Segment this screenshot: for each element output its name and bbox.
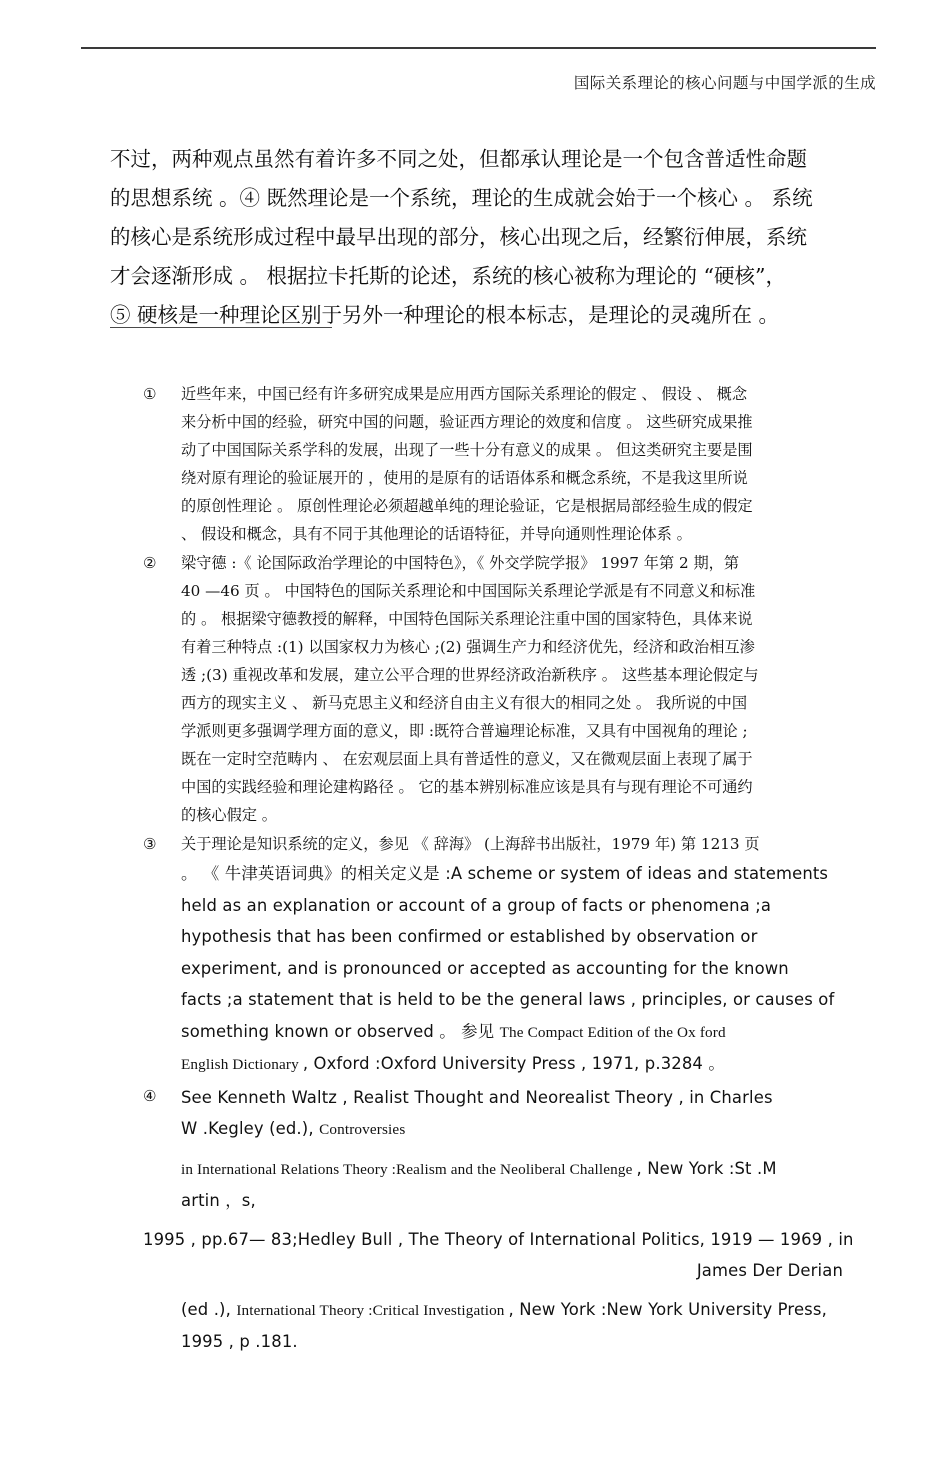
footnote-line-mixed: [181, 1048, 843, 1081]
footnote-marker: ②: [143, 554, 157, 572]
spacer: [181, 1287, 843, 1294]
footnote-body: [181, 549, 843, 829]
footnote-segment-sans: (ed .),: [181, 1299, 237, 1319]
spacer: [181, 1146, 843, 1153]
footnote-line-mixed: [181, 1113, 843, 1146]
footnote-line: 的 。 根据梁守德教授的解释，中国特色国际关系理论注重中国的国家特色，具体来说: [181, 610, 753, 628]
spacer: [181, 1217, 843, 1224]
footnote-item-1: [143, 380, 843, 548]
footnote-list: [143, 380, 854, 1359]
footnote-line: 学派则更多强调学理方面的意义，即 :既符合普遍理论标准，又具有中国视角的理论 ;: [181, 722, 748, 740]
footnote-line: 透 ;(3) 重视改革和发展，建立公平合理的世界经济政治新秩序 。 这些基本理论假定与: [181, 666, 759, 684]
body-line: 才会逐渐形成 。 根据拉卡托斯的论述，系统的核心被称为理论的 “硬核”，: [110, 264, 787, 288]
body-line: 不过，两种观点虽然有着许多不同之处，但都承认理论是一个包含普适性命题: [110, 147, 807, 171]
footnote-line: 有着三种特点 :(1) 以国家权力为核心 ;(2) 强调生产力和经济优先，经济和政治相互渗: [181, 638, 755, 656]
footnote-item-3: [143, 830, 843, 1081]
footnote-item-4: [143, 1082, 854, 1358]
footnote-line: 既在一定时空范畴内 、 在宏观层面上具有普适性的意义，又在微观层面上表现了属于: [181, 750, 753, 768]
footnote-line: 西方的现实主义 、 新马克思主义和经济自由主义有很大的相同之处 。 我所说的中国: [181, 694, 748, 712]
footnote-body: [143, 1082, 854, 1358]
footnote-segment-serif: Controversies: [319, 1121, 406, 1138]
footnote-segment-sans: W .Kegley (ed.),: [181, 1119, 320, 1138]
footnote-marker: ④: [143, 1086, 157, 1105]
footnote-line: 的原创性理论 。 原创性理论必须超越单纯的理论验证，它是根据局部经验生成的假定: [181, 497, 753, 515]
footnote-line: 1995 , p .181.: [181, 1332, 298, 1351]
footnote-line-mixed: [181, 1153, 843, 1186]
footnote-segment-sans: , Oxford :Oxford University Press , 1971, p.3284 。: [302, 1054, 725, 1073]
footnote-line: 40 —46 页 。 中国特色的国际关系理论和中国国际关系理论学派是有不同意义和标准: [181, 582, 756, 600]
footnote-segment-serif: The Compact Edition of the Ox ford: [499, 1023, 726, 1041]
footnote-separator-rule: [110, 327, 332, 328]
footnote-line-mixed: [181, 1016, 843, 1049]
footnote-line: 中国的实践经验和理论建构路径 。 它的基本辨别标准应该是具有与现有理论不可通约: [181, 778, 753, 796]
footnote-line: 1995 , pp.67— 83;Hedley Bull , The Theory of International Politics, 1919 — 1969 , in: [143, 1229, 854, 1249]
main-paragraph: [110, 140, 842, 335]
footnote-line: 、 假设和概念，具有不同于其他理论的话语特征，并导向通则性理论体系 。: [181, 525, 692, 543]
footnote-line: 。 《 牛津英语词典》的相关定义是 :A scheme or system of ideas and statements: [181, 864, 829, 883]
footnote-line: 的核心假定 。: [181, 806, 277, 824]
footnote-item-2: [143, 549, 843, 829]
footnote-segment-sans: , New York :New York University Press,: [508, 1299, 827, 1319]
footnote-line: James Der Derian: [696, 1261, 843, 1280]
footnote-line: 绕对原有理论的验证展开的 ，使用的是原有的话语体系和概念系统，不是我这里所说: [181, 469, 748, 487]
body-line: 的思想系统 。④ 既然理论是一个系统，理论的生成就会始于一个核心 。 系统: [110, 186, 813, 210]
footnote-segment-serif: English Dictionary: [181, 1056, 303, 1073]
body-line: ⑤ 硬核是一种理论区别于另外一种理论的根本标志，是理论的灵魂所在 。: [110, 303, 780, 327]
footnote-segment-sans: , New York :St .M: [636, 1158, 777, 1178]
footnote-line: 来分析中国的经验，研究中国的问题，验证西方理论的效度和信度 。 这些研究成果推: [181, 413, 753, 431]
footnote-segment-serif: International Theory :Critical Investigation: [236, 1301, 509, 1319]
footnote-segment-serif: in International Relations Theory :Realism and the Neoliberal Challenge: [181, 1160, 637, 1178]
footnote-segment-sans: something known or observed 。 参见: [181, 1021, 500, 1041]
header-rule: [81, 47, 876, 49]
footnote-line: 近些年来，中国已经有许多研究成果是应用西方国际关系理论的假定 、 假设 、 概念: [181, 385, 748, 403]
footnote-marker: ①: [143, 385, 157, 403]
footnote-marker: ③: [143, 835, 157, 853]
footnote-body: [181, 380, 843, 548]
footnote-line: 动了中国国际关系学科的发展，出现了一些十分有意义的成果 。 但这类研究主要是围: [181, 441, 753, 459]
footnote-line: hypothesis that has been confirmed or established by observation or: [181, 927, 758, 946]
footnote-line: experiment, and is pronounced or accepted as accounting for the known: [181, 958, 789, 978]
body-line: 的核心是系统形成过程中最早出现的部分，核心出现之后，经繁衍伸展，系统: [110, 225, 807, 249]
footnote-line: 梁守德 :《 论国际政治学理论的中国特色》，《 外交学院学报》 1997 年第 2 期，第: [181, 554, 740, 572]
footnote-line: See Kenneth Waltz , Realist Thought and Neorealist Theory , in Charles: [181, 1087, 773, 1107]
footnote-line-mixed: [181, 1294, 843, 1327]
footnote-line: artin ，s,: [181, 1191, 256, 1210]
footnote-line: held as an explanation or account of a group of facts or phenomena ;a: [181, 895, 772, 915]
running-head: 国际关系理论的核心问题与中国学派的生成: [573, 74, 876, 92]
footnote-line: 关于理论是知识系统的定义，参见 《 辞海》 (上海辞书出版社，1979 年) 第 1213 页: [181, 835, 760, 853]
footnote-body: [181, 830, 843, 1081]
footnote-line: facts ;a statement that is held to be the general laws , principles, or causes of: [181, 990, 835, 1009]
